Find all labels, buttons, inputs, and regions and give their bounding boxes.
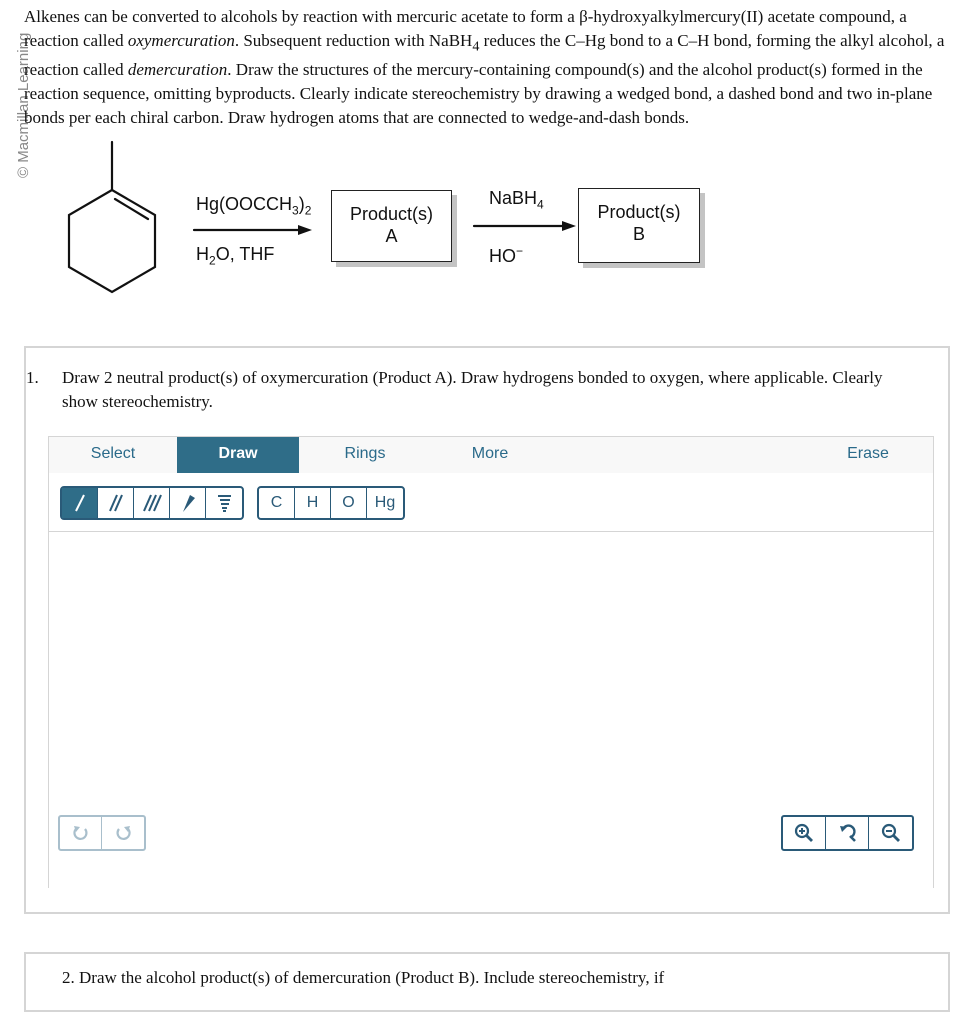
atom-hydrogen-button[interactable]: H (295, 488, 331, 518)
editor-toolbar (49, 473, 933, 532)
single-bond-icon (70, 492, 90, 514)
menu-more[interactable]: More (471, 445, 509, 462)
question-number: 1. (26, 368, 39, 387)
question-2-panel (24, 952, 950, 1012)
triple-bond-icon (141, 492, 163, 514)
undo-icon (72, 824, 90, 842)
product-b-box (578, 188, 700, 263)
intro-paragraph (24, 5, 954, 130)
product-a-box (331, 190, 452, 262)
question-1-panel (24, 346, 950, 914)
intro-text: reduces the C–Hg bond to a C–H bond, forming the alkyl alcohol, a reaction called (24, 31, 945, 80)
atom-carbon-button[interactable]: C (259, 488, 295, 518)
zoom-out-button[interactable] (869, 817, 912, 849)
reagent-mercuric-acetate: $Hg(OOCCH_3)_2$ (196, 194, 312, 218)
product-a-letter: A (385, 226, 398, 246)
wedge-bond-icon (178, 492, 198, 514)
intro-subscript: 4 (472, 38, 480, 55)
zoom-in-button[interactable] (783, 817, 826, 849)
zoom-out-icon (881, 823, 901, 843)
redo-button[interactable] (102, 817, 144, 849)
term-oxymercuration: oxymercuration (127, 31, 235, 50)
product-a-label: Product(s) (349, 204, 434, 224)
reaction-scheme (0, 130, 960, 310)
question-number: 2. (62, 968, 75, 987)
question-prompt: Draw the alcohol product(s) of demercuration (Product B). Include stereochemistry, if (79, 968, 665, 987)
single-bond-tool[interactable] (62, 488, 98, 518)
double-bond-tool[interactable] (98, 488, 134, 518)
watermark-text: © Macmillan Learning (15, 32, 32, 178)
menu-erase[interactable]: Erase (847, 445, 889, 462)
dash-bond-icon (214, 492, 234, 514)
reset-zoom-icon (837, 823, 857, 843)
triple-bond-tool[interactable] (134, 488, 170, 518)
reagent-hydroxide: HO− (489, 244, 524, 266)
term-demercuration: demercuration (127, 60, 228, 80)
arrow-2-head (562, 221, 576, 231)
editor-menubar (49, 437, 933, 474)
atom-mercury-button[interactable]: Hg (374, 494, 396, 511)
atom-oxygen-button[interactable]: O (331, 488, 367, 518)
question-2-text (62, 968, 664, 988)
intro-text: . Draw the structures of the mercury-containing compound(s) and the alcohol product(s) formed in the reaction sequence, omitting byproducts. Clearly indicate stereochemistry by drawing a wedged bond, a dashed bond and two in-plane bonds per each chiral carbon. Draw hydrogen atoms that are connected to wedge-and-dash bonds. (24, 60, 933, 128)
reagent-water-thf: $H_2O$, THF (196, 244, 275, 268)
zoom-in-icon (794, 823, 814, 843)
zoom-controls (781, 815, 914, 851)
reagent-nabh4: NaBH$_4$ (489, 188, 544, 212)
undo-button[interactable] (60, 817, 102, 849)
product-b-letter: B (632, 224, 645, 244)
undo-redo-group (58, 815, 146, 851)
dash-bond-tool[interactable] (206, 488, 242, 518)
structure-editor[interactable] (48, 436, 934, 888)
ring-bonds (69, 190, 155, 292)
bond-tools (60, 486, 244, 520)
methylcyclohexene-structure (0, 130, 960, 310)
product-b-label: Product(s) (597, 202, 681, 222)
menu-select[interactable]: Select (90, 445, 136, 462)
intro-text: . Subsequent reduction with NaBH (234, 31, 473, 50)
menu-rings[interactable]: Rings (344, 445, 386, 462)
wedge-bond-tool[interactable] (170, 488, 206, 518)
arrow-1-head (298, 225, 312, 235)
menu-draw[interactable]: Draw (177, 437, 299, 473)
atom-tools (257, 486, 405, 520)
intro-text: Alkenes can be converted to alcohols by reaction with mercuric acetate to form a β-hydroxyalkylmercury(II) acetate compound, a reaction called (24, 7, 907, 50)
reset-zoom-button[interactable] (826, 817, 869, 849)
double-bond-icon (106, 492, 126, 514)
question-1-text (26, 366, 902, 414)
question-prompt: Draw 2 neutral product(s) of oxymercuration (Product A). Draw hydrogens bonded to oxygen, where applicable. Clearly show stereochemistry. (62, 368, 883, 411)
redo-icon (114, 824, 132, 842)
